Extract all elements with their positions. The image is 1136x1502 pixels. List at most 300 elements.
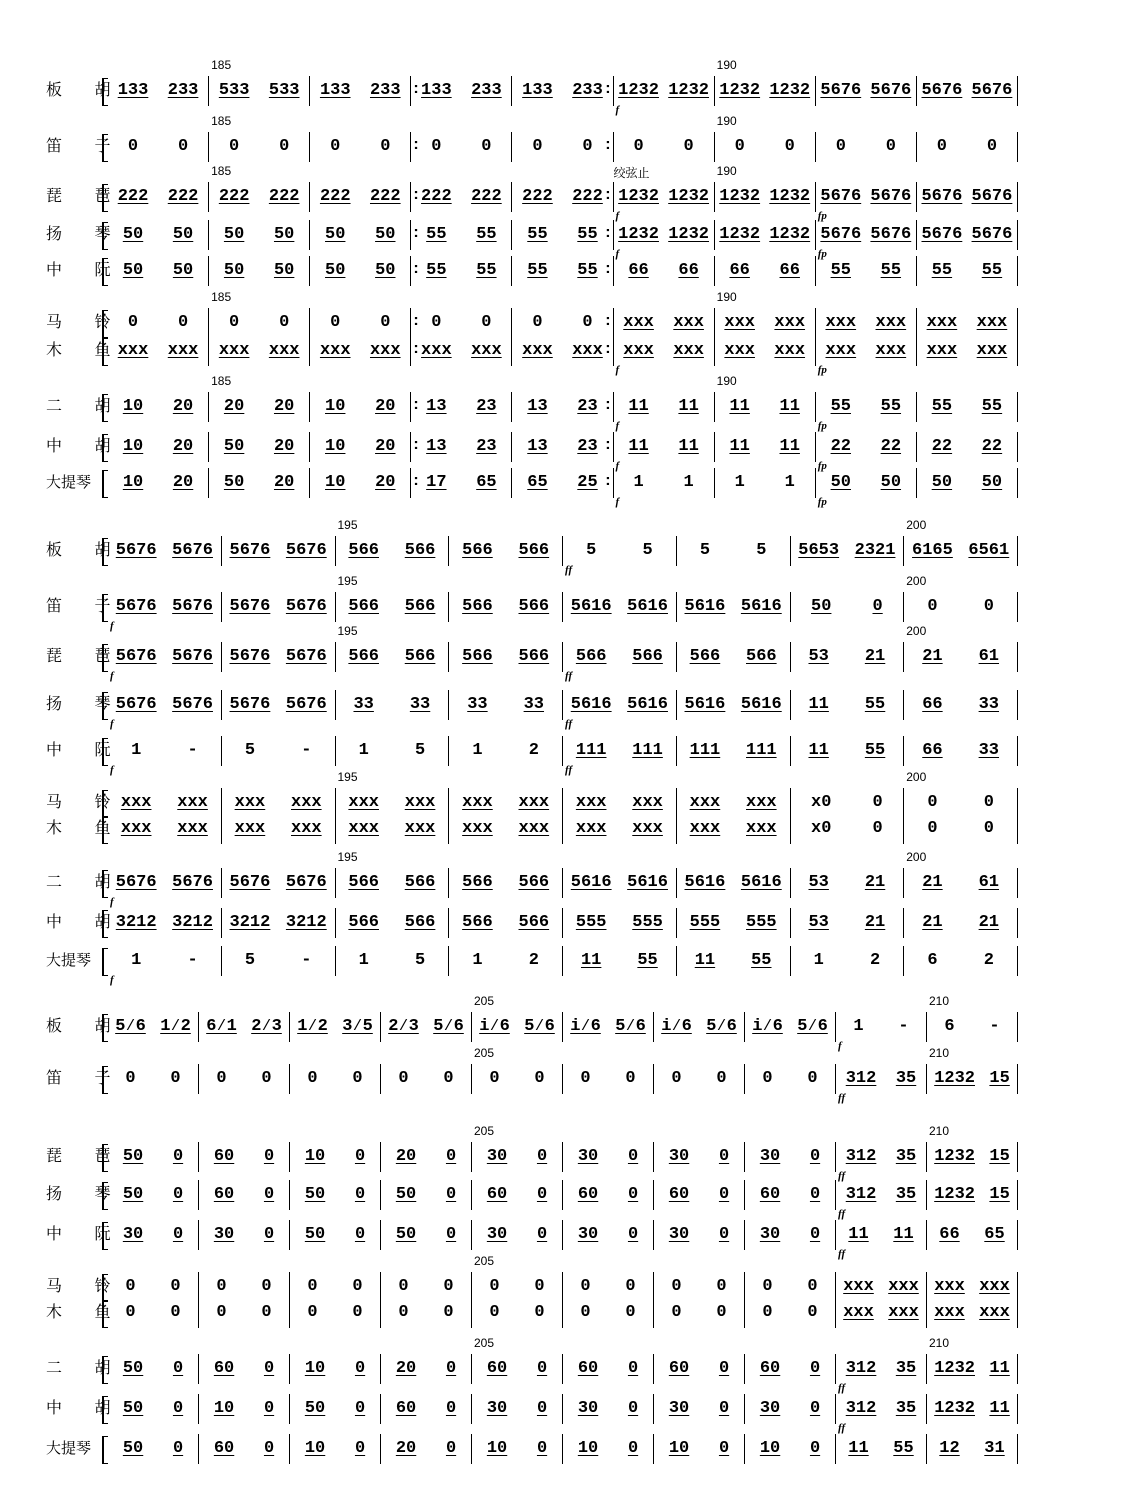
note-group: 60 — [668, 1359, 690, 1378]
note-group: 222 — [471, 187, 502, 206]
note-group: 0 — [380, 313, 391, 332]
measure-list — [108, 1336, 1018, 1394]
note-group: xxx — [291, 819, 322, 838]
measure — [290, 1434, 381, 1464]
note-group: 66 — [628, 261, 649, 280]
note-group: 0 — [627, 1439, 639, 1458]
measure-list — [108, 1046, 1018, 1104]
note-group: 23 — [577, 397, 598, 416]
note-group: 11 — [694, 951, 716, 970]
note-group: 1232 — [934, 1069, 975, 1088]
note-group: 3212 — [229, 913, 271, 932]
note-group: 55 — [880, 397, 902, 416]
note-group: 1232 — [719, 225, 761, 244]
measure — [381, 1354, 472, 1384]
measure — [836, 1180, 927, 1220]
note-group: 30 — [577, 1225, 599, 1244]
note-group: 566 — [462, 913, 493, 932]
note-group: 0 — [398, 1277, 409, 1296]
note-group: 0 — [445, 1185, 457, 1204]
note-group: 2 — [528, 741, 539, 760]
measure — [927, 1394, 1018, 1424]
note-group: 61 — [978, 873, 1000, 892]
note-group: 5616 — [684, 597, 726, 616]
note-group: x0 — [811, 793, 832, 812]
measure — [108, 432, 209, 462]
note-group: 111 — [746, 741, 777, 760]
note-group: 23 — [476, 397, 497, 416]
note-group: 30 — [213, 1225, 235, 1244]
note-group: 1232 — [668, 187, 710, 206]
note-group: 1 — [358, 741, 369, 760]
note-group: 11 — [779, 397, 800, 416]
measure — [745, 1298, 836, 1328]
note-group: 2321 — [854, 541, 896, 560]
measure-number: 190 — [716, 374, 737, 388]
note-group: 11 — [893, 1225, 914, 1244]
note-group: 55 — [527, 225, 548, 244]
note-group: 1 — [358, 951, 369, 970]
measure — [108, 946, 222, 986]
measure-list — [108, 736, 1018, 776]
note-group: 1⁄2 — [160, 1017, 191, 1036]
note-group: 566 — [518, 647, 550, 666]
note-group: 20 — [172, 437, 194, 456]
instrument-label: 中 胡 — [46, 1400, 125, 1417]
note-group: 20 — [273, 473, 295, 492]
note-group: 0 — [536, 1225, 548, 1244]
note-group: 222 — [167, 187, 199, 206]
dynamic-mark: ff — [838, 1382, 846, 1394]
note-group: 6561 — [968, 541, 1010, 560]
note-group: : 13 — [426, 397, 447, 416]
note-group: 0 — [807, 1303, 818, 1322]
measure-number: 205 — [474, 1124, 495, 1138]
note-group: 133 — [117, 81, 149, 100]
note-group: 0 — [177, 313, 189, 332]
note-group: 0 — [481, 137, 492, 156]
measure — [791, 868, 905, 898]
measure — [927, 1434, 1018, 1464]
note-group: 5676 — [229, 695, 271, 714]
note-group: 23 — [577, 437, 598, 456]
note-group: 66 — [729, 261, 750, 280]
note-group: xxx — [843, 1303, 874, 1322]
instrument-label: 马 铃 — [46, 1278, 125, 1295]
note-group: 0 — [216, 1303, 227, 1322]
note-group: 5⁄6 — [797, 1017, 828, 1036]
dynamic-mark: f — [110, 764, 114, 776]
measure — [563, 946, 677, 976]
note-group: 5 — [244, 951, 256, 970]
measure-number: 205 — [474, 1046, 495, 1060]
note-group: 0 — [216, 1277, 227, 1296]
dynamic-mark: ff — [565, 564, 573, 576]
staff-row — [36, 1046, 1036, 1104]
note-group: : xxx — [421, 341, 452, 360]
instrument-label: 马 铃 — [46, 794, 125, 811]
measure — [449, 868, 563, 898]
measure — [816, 432, 917, 472]
measure — [411, 392, 512, 422]
note-group: 0 — [536, 1147, 548, 1166]
measure — [209, 256, 310, 286]
note-group: 111 — [689, 741, 721, 760]
measure — [836, 1220, 927, 1260]
note-group: 0 — [809, 1359, 821, 1378]
note-group: xxx — [120, 819, 152, 838]
note-group: 15 — [989, 1069, 1010, 1088]
staff-row — [36, 468, 1036, 508]
measure — [563, 1142, 654, 1172]
measure — [512, 76, 613, 106]
note-group: 0 — [172, 1359, 184, 1378]
measure — [411, 132, 512, 162]
measure — [108, 814, 222, 844]
note-group: 0 — [172, 1399, 184, 1418]
note-group: 0 — [261, 1069, 272, 1088]
note-group: xxx — [471, 341, 502, 360]
note-group: 60 — [486, 1359, 508, 1378]
measure — [654, 1298, 745, 1328]
measure — [381, 1180, 472, 1210]
note-group: 15 — [989, 1185, 1010, 1204]
note-group: 50 — [122, 261, 144, 280]
instrument-label: 木 鱼 — [46, 342, 125, 359]
measure — [472, 994, 563, 1042]
measure — [917, 256, 1018, 286]
note-group: 10 — [577, 1439, 599, 1458]
note-group: 5676 — [921, 225, 963, 244]
note-group: 20 — [395, 1439, 417, 1458]
dynamic-mark: f — [110, 670, 114, 682]
measure — [563, 690, 677, 730]
note-group: xxx — [888, 1303, 919, 1322]
note-group: xxx — [404, 793, 436, 812]
measure — [222, 642, 336, 672]
note-group: 50 — [304, 1225, 326, 1244]
staff-row — [36, 164, 1036, 222]
measure — [472, 1336, 563, 1384]
note-group: xxx — [673, 313, 704, 332]
measure — [472, 1180, 563, 1210]
note-group: xxx — [774, 341, 806, 360]
note-group: 20 — [395, 1359, 417, 1378]
note-group: 0 — [927, 819, 938, 838]
note-group: 5616 — [627, 597, 668, 616]
measure — [209, 336, 310, 366]
note-group: 5676 — [285, 695, 327, 714]
note-group: 55 — [476, 261, 497, 280]
measure — [563, 1354, 654, 1384]
note-group: 0 — [398, 1069, 409, 1088]
measure — [512, 336, 613, 366]
measure — [917, 220, 1018, 250]
note-group: 5 — [642, 541, 653, 560]
measure — [108, 1180, 199, 1210]
note-group: 1 — [472, 741, 483, 760]
measure — [715, 114, 816, 162]
measure — [715, 164, 816, 212]
instrument-label: 笛 子 — [46, 138, 125, 155]
note-group: 55 — [931, 397, 953, 416]
measure — [411, 256, 512, 286]
measure — [310, 392, 411, 422]
measure — [614, 132, 715, 162]
note-group: 555 — [746, 913, 777, 932]
note-group: xxx — [234, 819, 266, 838]
note-group: i⁄6 — [661, 1017, 692, 1036]
measure-list — [108, 908, 1018, 938]
measure-list — [108, 374, 1018, 432]
note-group: xxx — [746, 819, 777, 838]
note-group: : 0 — [431, 137, 442, 156]
measure-number: 210 — [929, 1336, 950, 1350]
note-group: 0 — [229, 313, 240, 332]
instrument-label: 板 胡 — [46, 542, 125, 559]
measure — [108, 1064, 199, 1094]
note-group: 1232 — [668, 81, 710, 100]
measure — [108, 868, 222, 908]
note-group: 0 — [352, 1303, 363, 1322]
measure — [836, 1354, 927, 1394]
measure — [512, 308, 613, 338]
staff-row — [36, 336, 1036, 376]
instrument-label: 扬 琴 — [46, 696, 125, 713]
note-group: 5616 — [570, 873, 612, 892]
note-group: 0 — [671, 1069, 682, 1088]
note-group: 66 — [922, 741, 943, 760]
note-group: 5676 — [971, 81, 1013, 100]
dynamic-mark: fp — [817, 364, 827, 376]
note-group: 13 — [527, 437, 548, 456]
note-group: 55 — [830, 261, 851, 280]
note-group: 566 — [404, 597, 436, 616]
measure — [449, 814, 563, 844]
note-group: 0 — [809, 1439, 821, 1458]
instrument-label: 木 鱼 — [46, 1304, 125, 1321]
note-group: 50 — [273, 225, 295, 244]
measure — [209, 58, 310, 106]
note-group: 50 — [122, 225, 144, 244]
dynamic-mark: ff — [838, 1248, 846, 1260]
note-group: 0 — [445, 1359, 457, 1378]
dynamic-mark: fp — [817, 248, 827, 260]
note-group: i⁄6 — [570, 1017, 601, 1036]
measure — [108, 220, 209, 250]
note-group: xxx — [575, 793, 607, 812]
note-group: 3212 — [172, 913, 213, 932]
measure — [614, 256, 715, 286]
measure — [108, 256, 209, 286]
measure — [381, 1434, 472, 1464]
instrument-label: 琵 琶 — [46, 188, 125, 205]
note-group: 5⁄6 — [524, 1017, 555, 1036]
staff-row — [36, 1394, 1036, 1434]
note-group: 3⁄5 — [342, 1017, 373, 1036]
measure — [816, 336, 917, 376]
note-group: 50 — [880, 473, 902, 492]
measure-list — [108, 256, 1018, 286]
note-group: 5676 — [285, 597, 327, 616]
measure — [715, 290, 816, 338]
instrument-label: 马 铃 — [46, 314, 125, 331]
note-group: 2 — [528, 951, 539, 970]
note-group: 35 — [895, 1185, 917, 1204]
instrument-label: 二 胡 — [46, 1360, 125, 1377]
measure — [108, 1394, 199, 1424]
note-group: 11 — [580, 951, 602, 970]
measure — [563, 536, 677, 576]
measure — [108, 690, 222, 730]
dynamic-mark: f — [615, 210, 620, 222]
note-group: 0 — [443, 1069, 454, 1088]
measure-number: 185 — [211, 164, 232, 178]
note-group: 11 — [729, 437, 750, 456]
note-group: 50 — [122, 1439, 144, 1458]
note-group: 0 — [380, 137, 391, 156]
staff-row — [36, 1336, 1036, 1394]
note-group: 1 — [813, 951, 824, 970]
staff-row — [36, 946, 1036, 986]
note-group: 1232 — [668, 225, 710, 244]
note-group: 55 — [577, 225, 598, 244]
note-group: 0 — [263, 1147, 275, 1166]
note-group: 1⁄2 — [297, 1017, 328, 1036]
measure — [745, 1142, 836, 1172]
measure — [336, 624, 450, 672]
measure-list — [108, 518, 1018, 576]
note-group: 5616 — [684, 873, 726, 892]
measure — [563, 1220, 654, 1250]
note-group: 0 — [835, 137, 846, 156]
note-group: 0 — [927, 793, 938, 812]
note-group: 55 — [476, 225, 497, 244]
note-group: 0 — [809, 1399, 821, 1418]
measure-number: 200 — [906, 770, 927, 784]
measure — [381, 1064, 472, 1094]
measure — [209, 114, 310, 162]
note-group: 0 — [627, 1185, 639, 1204]
measure — [816, 76, 917, 106]
measure — [816, 256, 917, 286]
note-group: 0 — [352, 1277, 363, 1296]
measure — [108, 592, 222, 632]
note-group: 566 — [462, 597, 493, 616]
note-group: 0 — [718, 1439, 730, 1458]
measure — [108, 468, 209, 498]
dynamic-mark: ff — [838, 1170, 846, 1182]
note-group: 0 — [354, 1359, 366, 1378]
note-group: 55 — [864, 695, 886, 714]
measure-number: 200 — [906, 574, 927, 588]
note-group: 11 — [989, 1359, 1010, 1378]
staff-row — [36, 1220, 1036, 1260]
measure — [917, 432, 1018, 462]
note-group: : 13 — [426, 437, 447, 456]
measure — [677, 946, 791, 976]
note-group: 1232 — [934, 1399, 975, 1418]
measure — [381, 1394, 472, 1424]
measure — [563, 1394, 654, 1424]
measure — [411, 220, 512, 250]
note-group: 0 — [125, 1069, 136, 1088]
note-group: 11 — [808, 741, 829, 760]
note-group: 30 — [486, 1147, 508, 1166]
note-group: xxx — [825, 313, 857, 332]
measure-number: 210 — [929, 994, 950, 1008]
note-group: 222 — [572, 187, 603, 206]
measure — [677, 642, 791, 672]
note-group: 1232 — [769, 225, 811, 244]
note-group: 5616 — [627, 695, 668, 714]
note-group: 0 — [263, 1399, 275, 1418]
measure — [563, 868, 677, 898]
measure — [614, 76, 715, 116]
instrument-label: 扬 琴 — [46, 226, 125, 243]
measure-list — [108, 220, 1018, 260]
measure-number: 210 — [929, 1046, 950, 1060]
note-group: 566 — [462, 647, 493, 666]
note-group: 10 — [122, 397, 144, 416]
note-group: 0 — [625, 1277, 636, 1296]
note-group: 0 — [627, 1359, 639, 1378]
note-group: 0 — [263, 1439, 275, 1458]
measure — [336, 850, 450, 898]
note-group: 5 — [244, 741, 256, 760]
note-group: xxx — [976, 341, 1008, 360]
measure-number: 205 — [474, 994, 495, 1008]
staff-row — [36, 256, 1036, 286]
note-group: 312 — [845, 1185, 877, 1204]
measure — [654, 1220, 745, 1250]
measure — [917, 308, 1018, 338]
measure — [917, 132, 1018, 162]
measure — [917, 76, 1018, 106]
measure — [654, 1354, 745, 1384]
measure — [449, 736, 563, 766]
note-group: 60 — [213, 1439, 235, 1458]
note-group: 0 — [671, 1277, 682, 1296]
measure — [209, 468, 310, 498]
note-group: 55 — [880, 261, 902, 280]
instrument-label: 中 胡 — [46, 914, 125, 931]
staff-row — [36, 1124, 1036, 1182]
note-group: 566 — [632, 647, 663, 666]
measure-number: 200 — [906, 624, 927, 638]
measure — [512, 432, 613, 462]
note-group: 66 — [922, 695, 943, 714]
note-group: 60 — [213, 1359, 235, 1378]
measure — [791, 946, 905, 976]
note-group: 21 — [864, 913, 886, 932]
note-group: 5 — [756, 541, 767, 560]
note-group: xxx — [369, 341, 401, 360]
note-group: 1232 — [618, 187, 659, 206]
note-group: xxx — [218, 341, 250, 360]
measure — [614, 468, 715, 508]
note-group: 566 — [348, 873, 379, 892]
note-group: 60 — [759, 1359, 781, 1378]
measure — [745, 1354, 836, 1384]
note-group: 0 — [582, 137, 593, 156]
note-group: xxx — [926, 313, 958, 332]
note-group: xxx — [689, 819, 721, 838]
note-group: 25 — [577, 473, 598, 492]
note-group: 0 — [625, 1303, 636, 1322]
measure — [677, 868, 791, 898]
note-group: 35 — [895, 1359, 917, 1378]
